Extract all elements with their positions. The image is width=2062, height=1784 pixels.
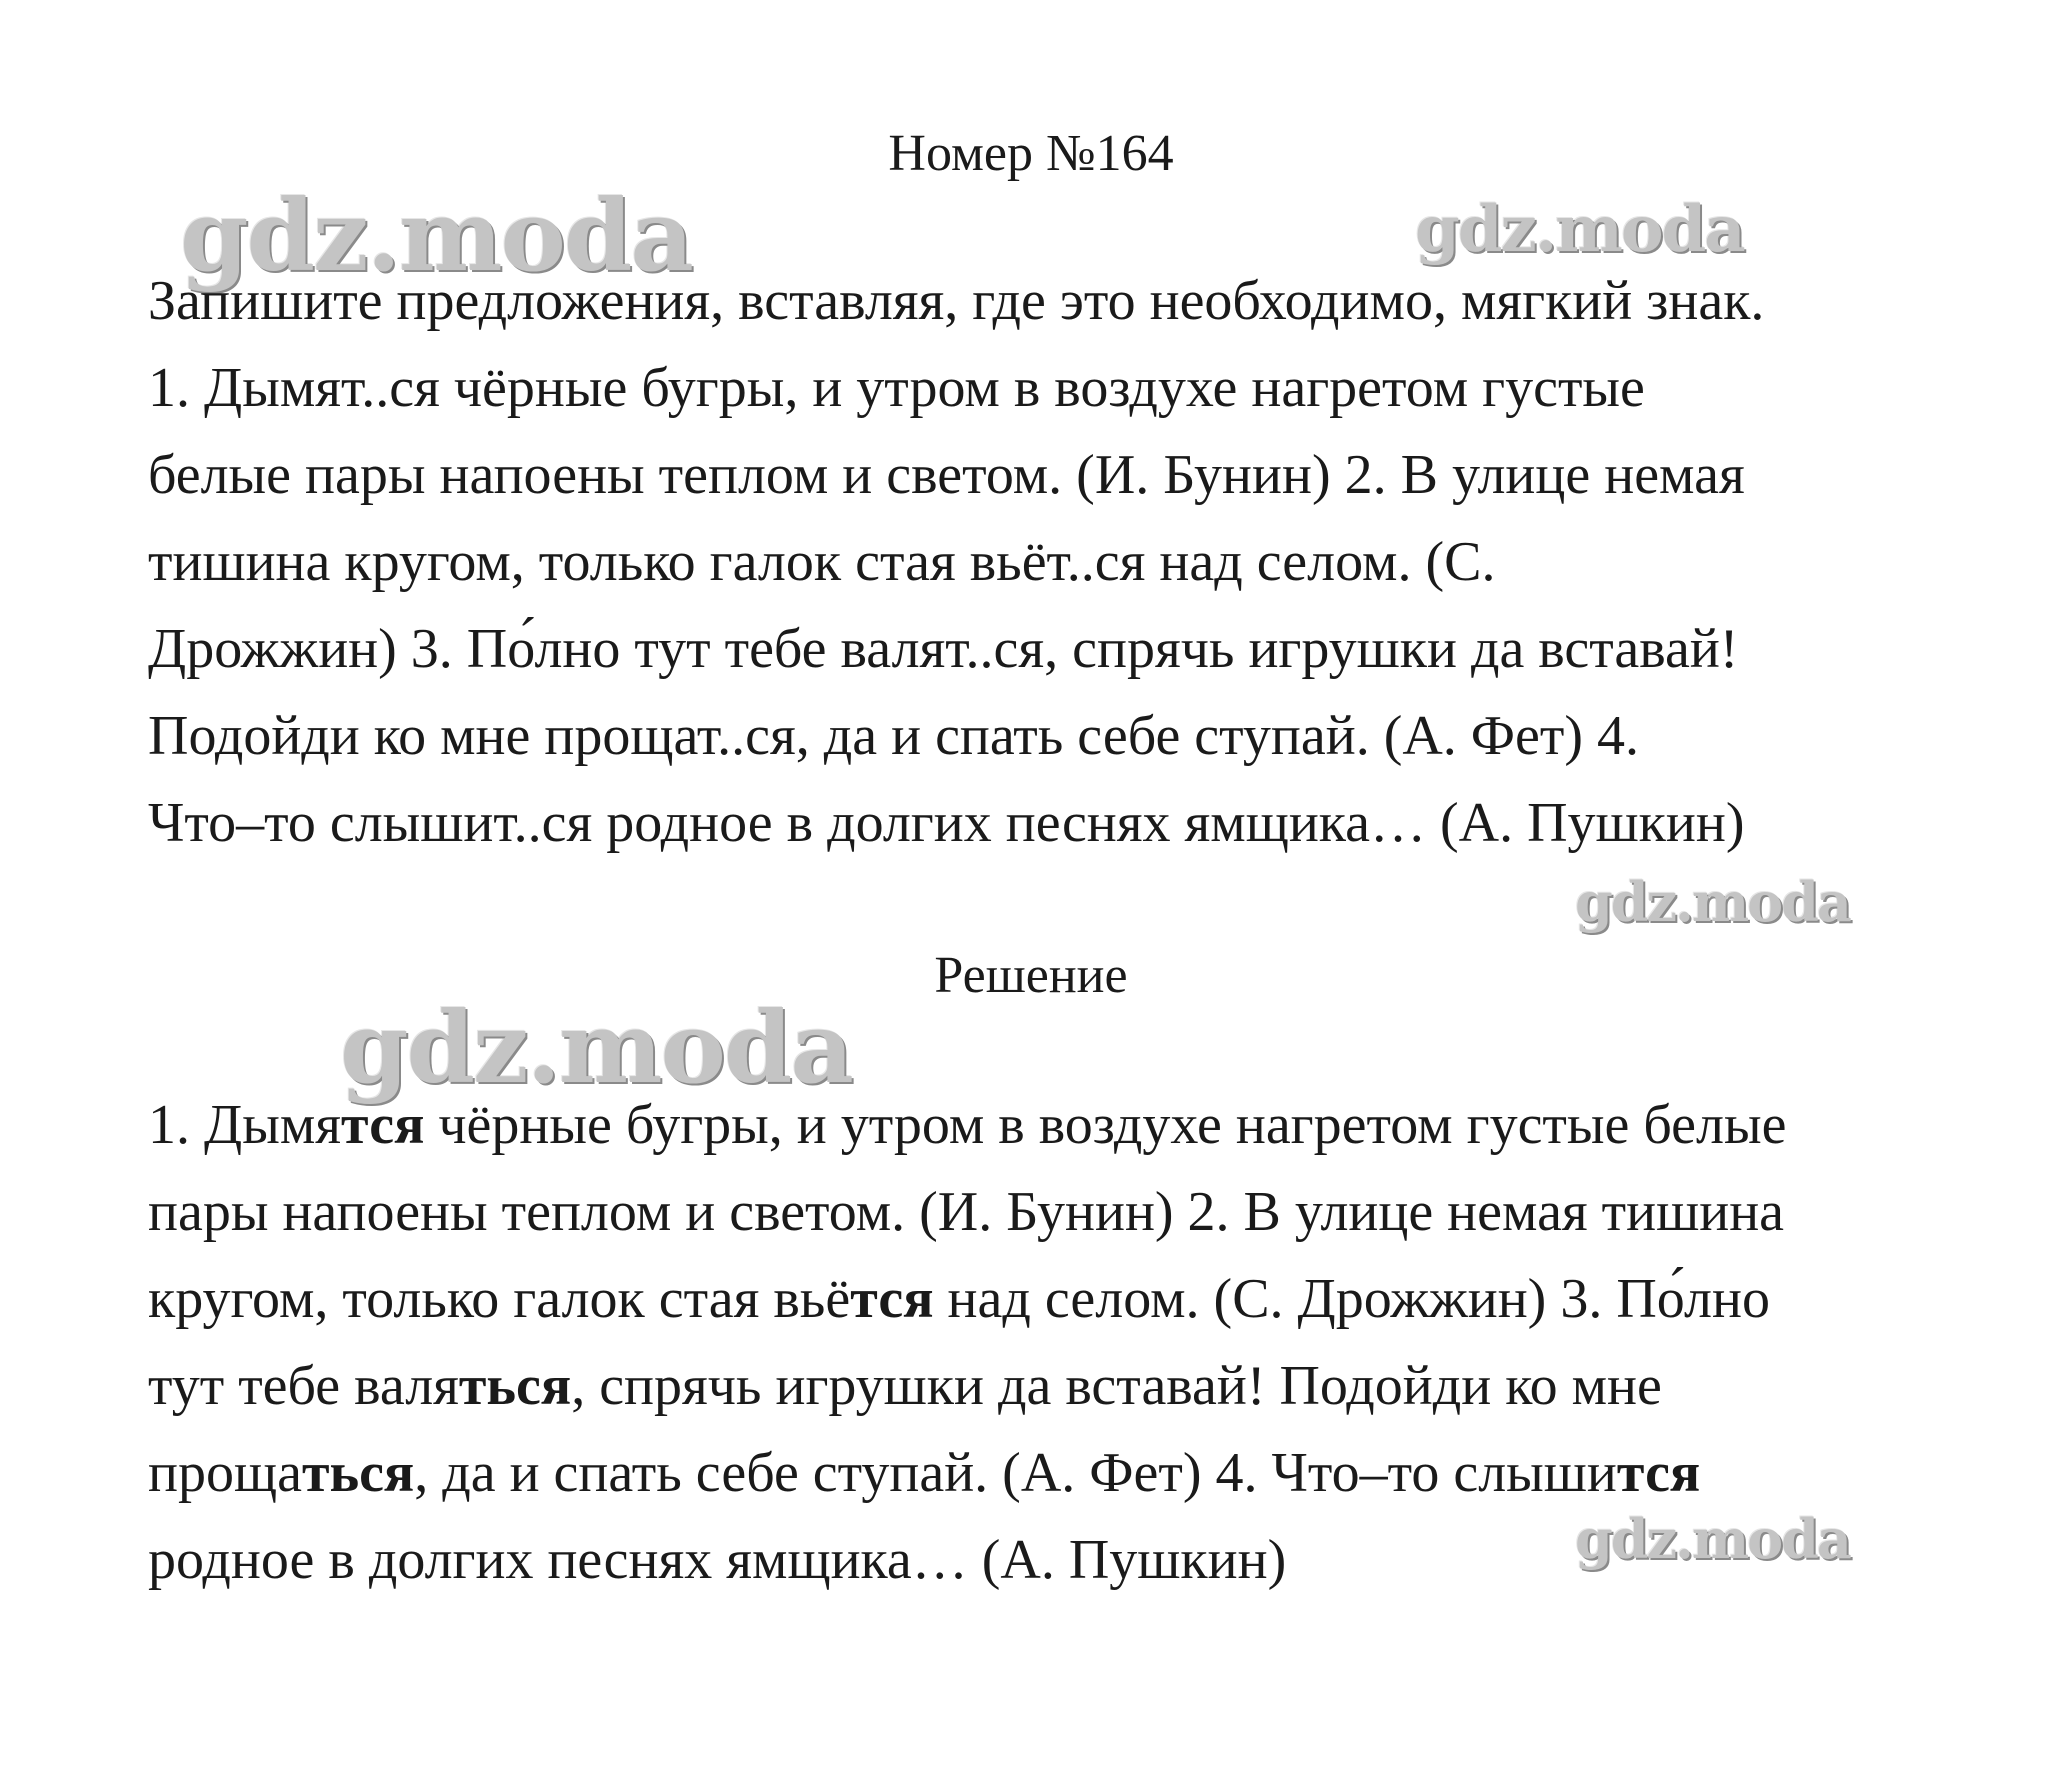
task-line: Запишите предложения, вставляя, где это необходимо, мягкий знак. [148,270,1765,332]
task-line: белые пары напоены теплом и светом. (И. Бунин) 2. В улице немая [148,444,1745,506]
task-line: Что–то слышит..ся родное в долгих песнях ямщика… (А. Пушкин) [148,792,1745,854]
task-line: Подойди ко мне прощат..ся, да и спать себе ступай. (А. Фет) 4. [148,705,1639,767]
solution-line [148,1343,1786,1430]
task-line: 1. Дымят..ся чёрные бугры, и утром в воздухе нагретом густые [148,357,1645,419]
text-run: кругом, только галок стая вьё [148,1268,851,1330]
text-run: чёрные бугры, и утром в воздухе нагретом густые белые [424,1094,1787,1156]
solution-line: родное в долгих песнях ямщика… (А. Пушкин) [148,1529,1287,1591]
highlighted-ending: тся [341,1094,425,1156]
solution-line: пары напоены теплом и светом. (И. Бунин) 2. В улице немая тишина [148,1181,1785,1243]
task-text [148,258,1764,867]
highlighted-ending: тся [1616,1442,1701,1504]
text-run: , спрячь игрушки да вставай! Подойди ко мне [571,1355,1662,1417]
solution-line [148,1082,1786,1169]
solution-text [148,1082,1786,1604]
text-run: , да и спать себе ступай. (А. Фет) 4. Что–то слыши [414,1442,1617,1504]
text-run: проща [148,1442,302,1504]
watermark-logo: gdz.moda [180,179,692,294]
watermark-logo: gdz.moda [340,991,852,1106]
text-run: над селом. (С. Дрожжин) 3. По́лно [933,1268,1770,1330]
watermark-logo: gdz.moda [1575,1507,1850,1571]
task-line: Дрожжин) 3. По́лно тут тебе валят..ся, спрячь игрушки да вставай! [148,618,1739,680]
task-line: тишина кругом, только галок стая вьёт..ся над селом. (С. [148,531,1496,593]
text-run: тут тебе валя [148,1355,459,1417]
solution-line [148,1430,1786,1517]
watermark-logo: gdz.moda [1575,870,1850,934]
page-title: Номер №164 [888,125,1174,182]
highlighted-ending: ться [458,1355,572,1417]
solution-heading: Решение [934,947,1128,1004]
solution-line [148,1256,1786,1343]
highlighted-ending: ться [301,1442,415,1504]
watermark-logo: gdz.moda [1415,192,1744,267]
highlighted-ending: тся [850,1268,934,1330]
text-run: 1. Дымя [148,1094,342,1156]
